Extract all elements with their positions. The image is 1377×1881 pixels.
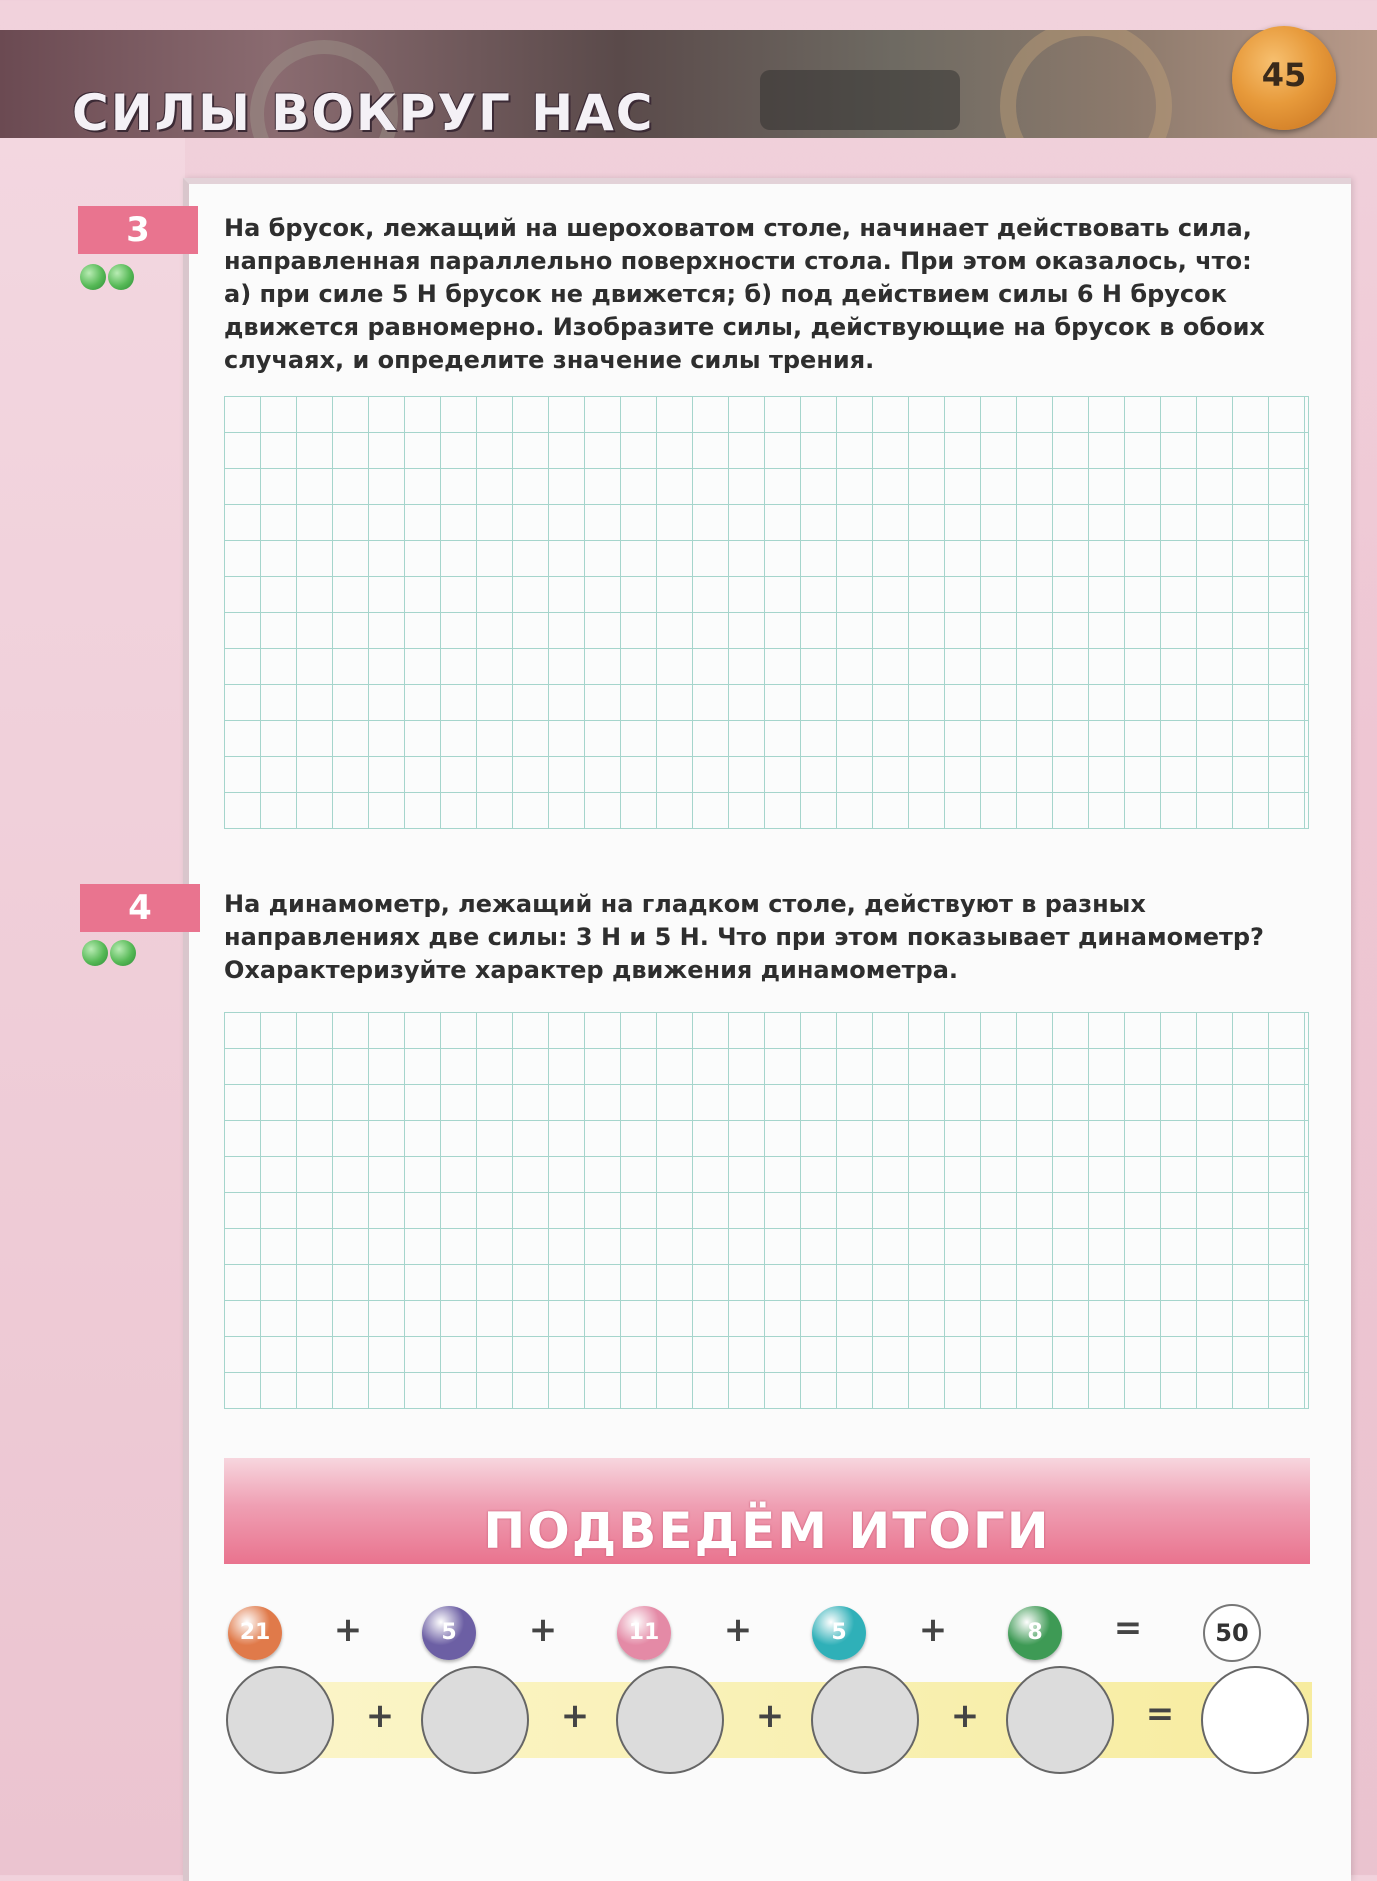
difficulty-dot bbox=[110, 940, 136, 966]
task-number-badge: 4 bbox=[80, 884, 200, 932]
plus-sign: + bbox=[333, 1610, 363, 1650]
score-input-circle[interactable] bbox=[616, 1666, 724, 1774]
difficulty-dot bbox=[80, 264, 106, 290]
summary-banner bbox=[224, 1458, 1310, 1564]
task-text-line: направленная параллельно поверхности стола. При этом оказалось, что: bbox=[224, 247, 1252, 275]
task-text-line: движется равномерно. Изобразите силы, действующие на брусок в обоих bbox=[224, 313, 1265, 341]
vehicle-decoration bbox=[760, 70, 960, 130]
page-margin bbox=[0, 130, 185, 1875]
task-text-line: На динамометр, лежащий на гладком столе, действуют в разных bbox=[224, 890, 1146, 918]
task-text-line: На брусок, лежащий на шероховатом столе, начинает действовать сила, bbox=[224, 214, 1252, 242]
plus-sign: + bbox=[755, 1696, 785, 1736]
task-3-answer-grid[interactable] bbox=[224, 396, 1309, 829]
plus-sign: + bbox=[723, 1610, 753, 1650]
chapter-title: СИЛЫ ВОКРУГ НАС bbox=[72, 84, 655, 138]
task-4-text bbox=[224, 888, 1294, 987]
score-ball-task-1: 21 bbox=[228, 1606, 282, 1660]
plus-sign: + bbox=[528, 1610, 558, 1650]
score-input-circle[interactable] bbox=[1006, 1666, 1114, 1774]
score-ball-task-3: 11 bbox=[617, 1606, 671, 1660]
total-input-circle[interactable] bbox=[1201, 1666, 1309, 1774]
task-4-answer-grid[interactable] bbox=[224, 1012, 1309, 1409]
task-text-line: Охарактеризуйте характер движения динамометра. bbox=[224, 956, 959, 984]
score-ball-task-2: 5 bbox=[422, 1606, 476, 1660]
page-number: 45 bbox=[1261, 56, 1307, 94]
score-ball-task-5: 8 bbox=[1008, 1606, 1062, 1660]
page-header bbox=[0, 30, 1377, 138]
equals-sign: = bbox=[1145, 1694, 1175, 1734]
page-number-badge bbox=[1232, 26, 1336, 130]
difficulty-dot bbox=[82, 940, 108, 966]
score-input-circle[interactable] bbox=[421, 1666, 529, 1774]
score-input-circle[interactable] bbox=[226, 1666, 334, 1774]
task-text-line: случаях, и определите значение силы трения. bbox=[224, 346, 875, 374]
equals-sign: = bbox=[1113, 1608, 1143, 1648]
plus-sign: + bbox=[950, 1696, 980, 1736]
plus-sign: + bbox=[365, 1696, 395, 1736]
score-ball-task-4: 5 bbox=[812, 1606, 866, 1660]
plus-sign: + bbox=[560, 1696, 590, 1736]
task-text-line: а) при силе 5 Н брусок не движется; б) под действием силы 6 Н брусок bbox=[224, 280, 1227, 308]
total-score-ball: 50 bbox=[1203, 1604, 1261, 1662]
task-number-badge: 3 bbox=[78, 206, 198, 254]
score-input-circle[interactable] bbox=[811, 1666, 919, 1774]
task-text-line: направлениях две силы: 3 Н и 5 Н. Что при этом показывает динамометр? bbox=[224, 923, 1264, 951]
difficulty-dot bbox=[108, 264, 134, 290]
task-3-text bbox=[224, 212, 1294, 377]
plus-sign: + bbox=[918, 1610, 948, 1650]
summary-title: ПОДВЕДЁМ ИТОГИ bbox=[483, 1502, 1051, 1560]
gear-decoration-right bbox=[1000, 30, 1172, 138]
